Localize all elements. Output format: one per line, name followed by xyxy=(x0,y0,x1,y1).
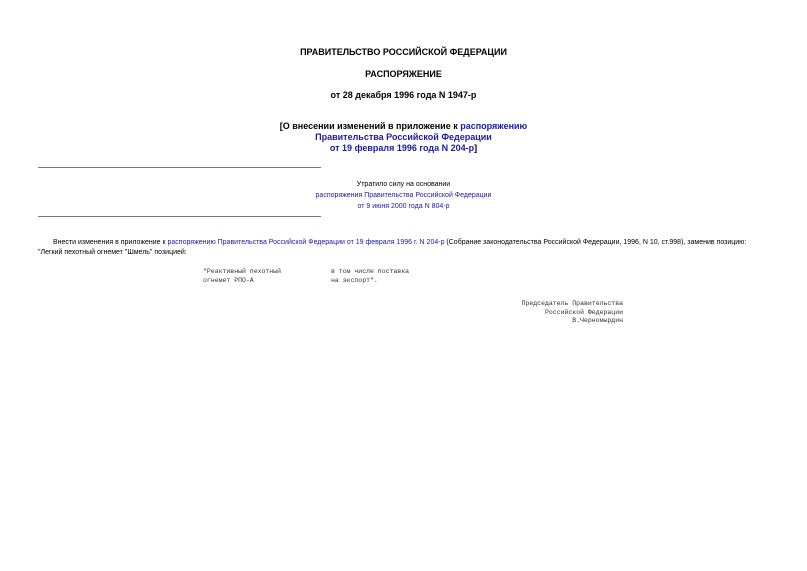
government-heading: ПРАВИТЕЛЬСТВО РОССИЙСКОЙ ФЕДЕРАЦИИ xyxy=(300,47,507,57)
repeal-link-date[interactable]: от 9 июня 2000 года N 804-р xyxy=(357,203,450,210)
signature-block xyxy=(522,300,623,326)
position-right-column xyxy=(331,268,409,285)
document-date: от 28 декабря 1996 года N 1947-р xyxy=(330,90,477,100)
signature-name: В.Черномырдин xyxy=(572,317,623,324)
title-link-order[interactable]: распоряжению xyxy=(460,121,528,131)
title-text: [О внесении изменений в приложение к xyxy=(279,121,461,131)
paragraph-text-start: Внести изменения в приложение к xyxy=(53,239,168,246)
document-title xyxy=(0,121,807,154)
document-type: РАСПОРЯЖЕНИЕ xyxy=(365,69,442,79)
divider-bottom xyxy=(38,216,321,217)
position-left-line1: "Реактивный пехотный xyxy=(203,268,282,275)
divider-top xyxy=(38,167,321,168)
body-paragraph xyxy=(38,238,772,258)
signature-title: Председатель Правительства xyxy=(521,300,623,307)
repeal-notice-text: Утратило силу на основании xyxy=(356,181,451,188)
position-left-line2: огнемет РПО-А xyxy=(203,276,254,284)
repeal-notice xyxy=(0,179,807,212)
paragraph-text-end: (Собрание законодательства Российской Федерации, 1996, N 10, ст.998), заменив позицию: "Легкий пехотный огнемет "Шмель" позицией: xyxy=(38,239,747,256)
title-link-government[interactable]: Правительства Российской Федерации xyxy=(315,132,492,142)
repeal-link-order[interactable]: распоряжения Правительства Российской Федерации xyxy=(315,192,492,199)
title-close-bracket: ] xyxy=(474,143,478,153)
position-right-line1: в том числе поставка xyxy=(331,268,410,275)
signature-country: Российской Федерации xyxy=(544,308,623,316)
title-link-date[interactable]: от 19 февраля 1996 года N 204-р xyxy=(329,143,475,153)
position-right-line2: на экспорт". xyxy=(331,276,378,284)
position-left-column xyxy=(203,268,281,285)
paragraph-order-link[interactable]: распоряжению Правительства Российской Федерации от 19 февраля 1996 г. N 204-р xyxy=(167,239,445,246)
